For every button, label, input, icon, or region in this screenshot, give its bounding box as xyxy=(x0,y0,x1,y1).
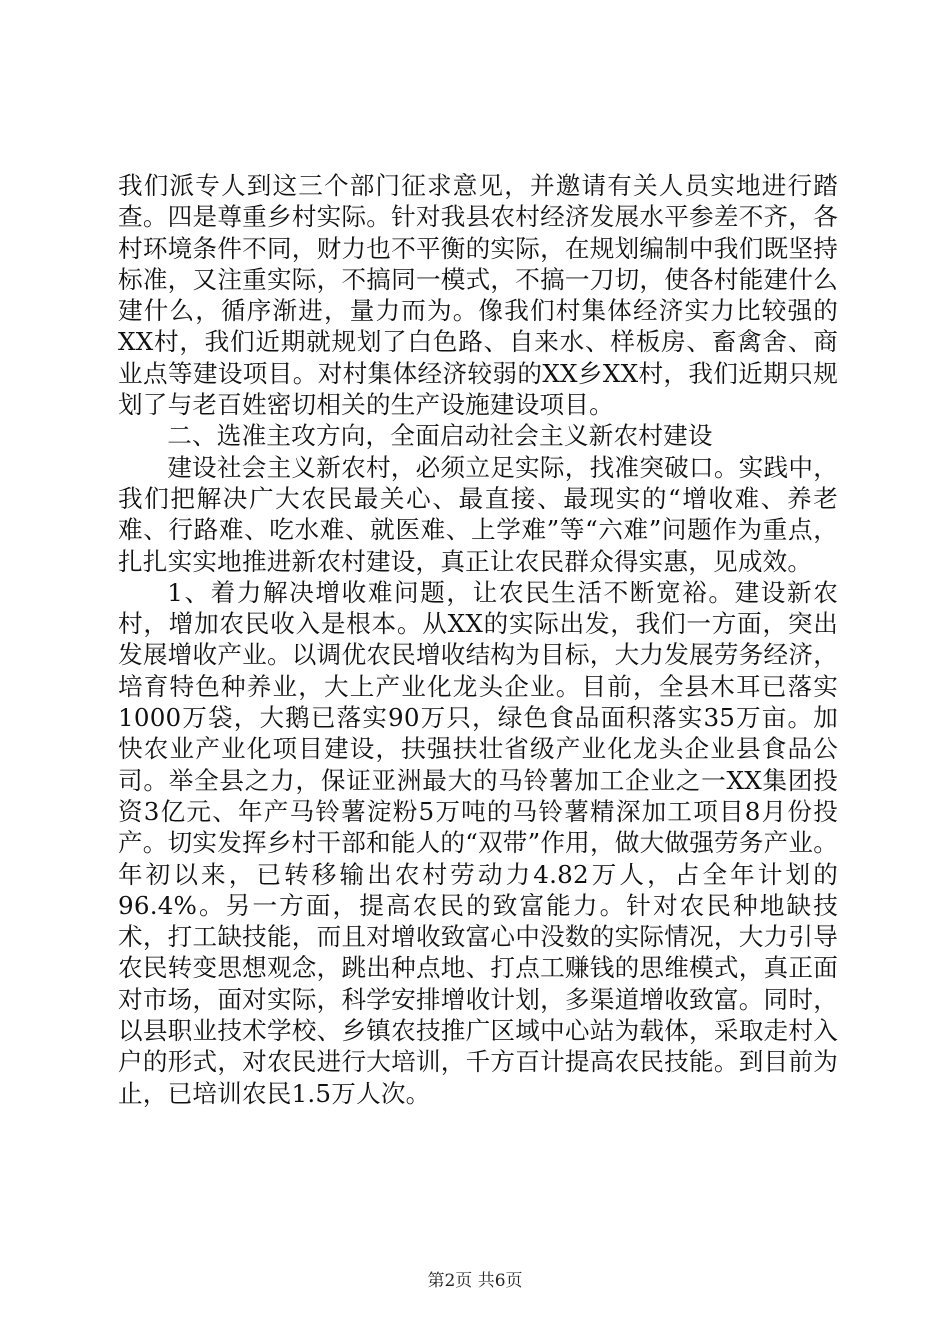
page-number-footer: 第2页 共6页 xyxy=(427,1271,523,1291)
document-body xyxy=(118,170,838,1109)
section-heading-two: 二、选准主攻方向，全面启动社会主义新农村建设 xyxy=(167,421,713,451)
paragraph-income-problem: 1、着力解决增收难问题，让农民生活不断宽裕。建设新农村，增加农民收入是根本。从XX的实际出发，我们一方面，突出发展增收产业。以调优农民增收结构为目标，大力发展劳务经济，培育特色种养业，大上产业化龙头企业。目前，全县木耳已落实1000万袋，大鹅已落实90万只，绿色食品面积落实35万亩。加快农业产业化项目建设，扶强扶壮省级产业化龙头企业县食品公司。举全县之力，保证亚洲最大的马铃薯加工企业之一XX集团投资3亿元、年产马铃薯淀粉5万吨的马铃薯精深加工项目8月份投产。切实发挥乡村干部和能人的“双带”作用，做大做强劳务产业。年初以来，已转移输出农村劳动力4.82万人，占全年计划的96.4%。另一方面，提高农民的致富能力。针对农民种地缺技术，打工缺技能，而且对增收致富心中没数的实际情况，大力引导农民转变思想观念，跳出种点地、打点工赚钱的思维模式，真正面对市场，面对实际，科学安排增收计划，多渠道增收致富。同时，以县职业技术学校、乡镇农技推广区域中心站为载体，采取走村入户的形式，对农民进行大培训，千方百计提高农民技能。到目前为止，已培训农民1.5万人次。 xyxy=(118,577,838,1108)
paragraph-section-intro: 建设社会主义新农村，必须立足实际，找准突破口。实践中，我们把解决广大农民最关心、最直接、最现实的“增收难、养老难、行路难、吃水难、就医难、上学难”等“六难”问题作为重点，扎扎实实地推进新农村建设，真正让农民群众得实惠，见成效。 xyxy=(118,452,838,576)
paragraph-planning-continuation: 我们派专人到这三个部门征求意见，并邀请有关人员实地进行踏查。四是尊重乡村实际。针对我县农村经济发展水平参差不齐，各村环境条件不同，财力也不平衡的实际，在规划编制中我们既坚持标准，又注重实际，不搞同一模式，不搞一刀切，使各村能建什么建什么，循序渐进，量力而为。像我们村集体经济实力比较强的XX村，我们近期就规划了白色路、自来水、样板房、畜禽舍、商业点等建设项目。对村集体经济较弱的XX乡XX村，我们近期只规划了与老百姓密切相关的生产设施建设项目。 xyxy=(118,171,838,420)
